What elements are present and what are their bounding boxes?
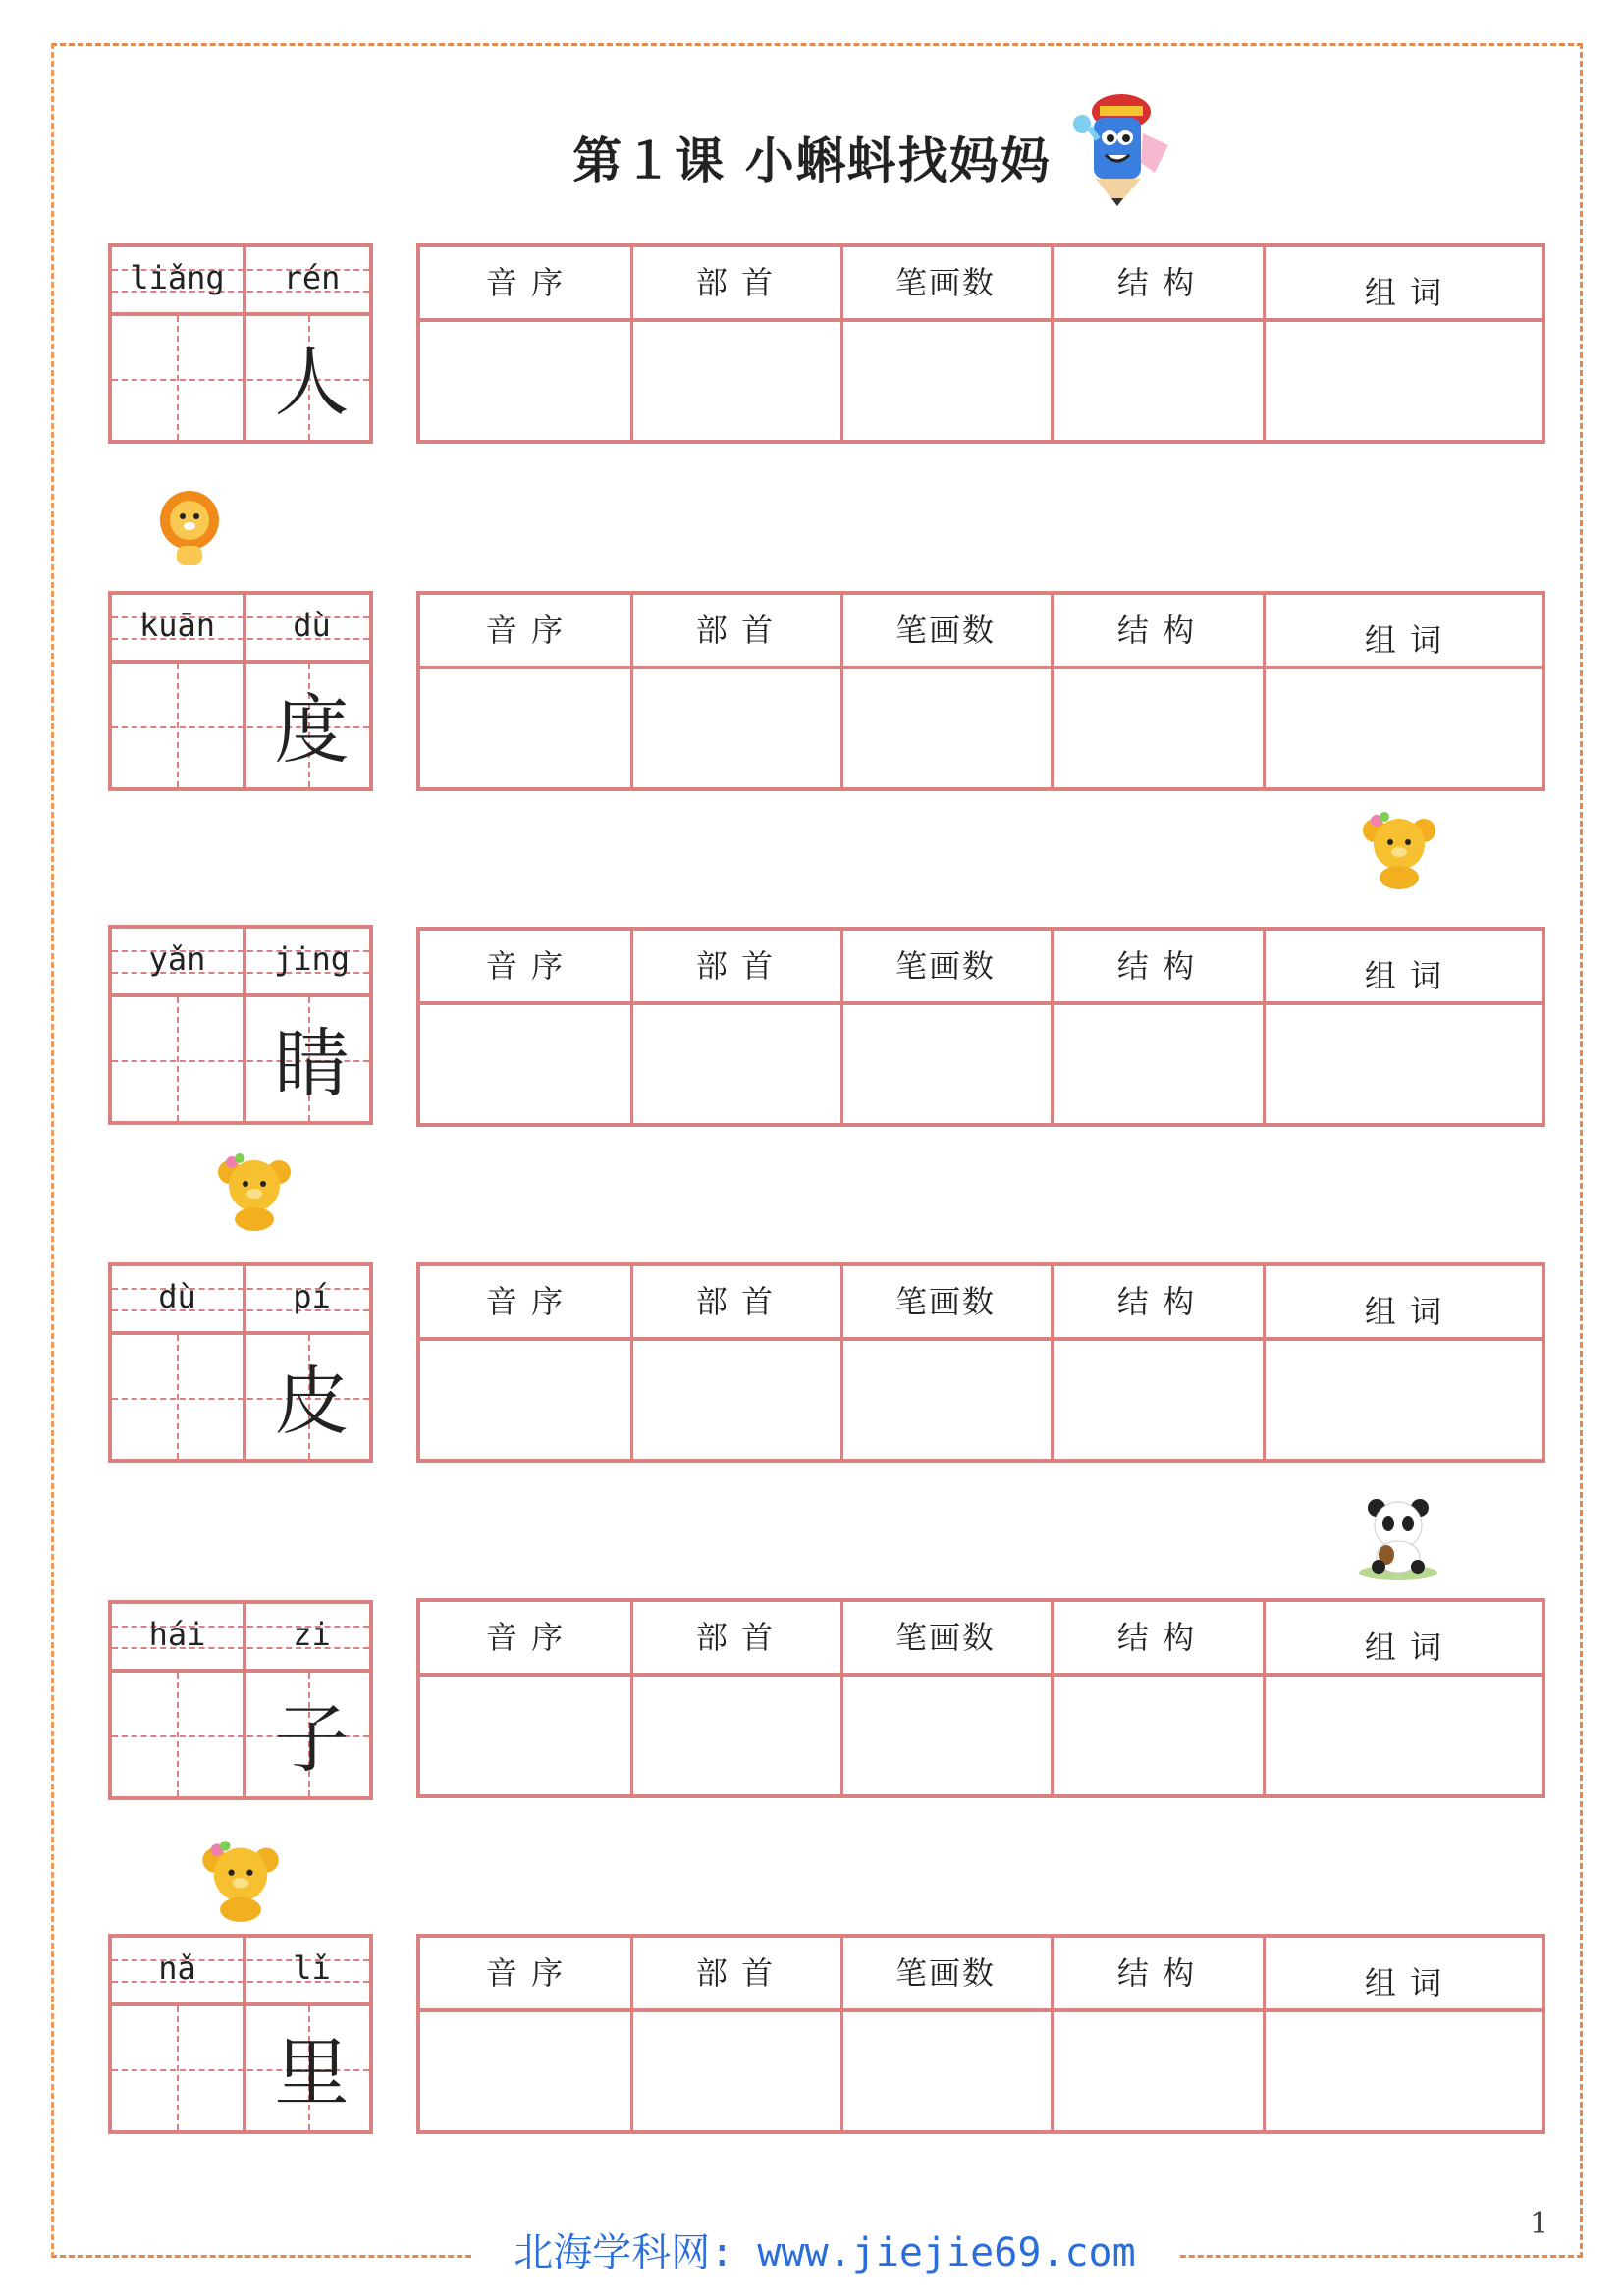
- header-zuci: 组 词: [1364, 1293, 1444, 1330]
- header-bushou: 部 首: [695, 264, 776, 301]
- pinyin-first: dù: [158, 1278, 196, 1315]
- header-yinxu: 音 序: [485, 1954, 566, 1992]
- lion-icon: [155, 487, 224, 569]
- hanzi-character: 皮: [274, 1358, 350, 1445]
- pinyin-second: dù: [293, 607, 331, 644]
- hanzi-character: 子: [274, 1695, 350, 1783]
- header-zuci: 组 词: [1364, 1629, 1444, 1666]
- pinyin-first: hái: [148, 1616, 206, 1653]
- bear-icon: [1357, 807, 1441, 891]
- header-bihuashu: 笔画数: [894, 1619, 996, 1656]
- character-box: [108, 1600, 373, 1800]
- header-yinxu: 音 序: [485, 1283, 566, 1320]
- character-info-table: [416, 591, 1545, 791]
- character-box: [108, 1934, 373, 2134]
- pinyin-first: kuān: [138, 607, 216, 644]
- character-info-table: [416, 1934, 1545, 2134]
- header-jiegou: 结 构: [1116, 612, 1197, 649]
- header-bushou: 部 首: [695, 1619, 776, 1656]
- header-zuci: 组 词: [1364, 621, 1444, 659]
- character-info-table: [416, 1262, 1545, 1463]
- hanzi-character: 度: [274, 686, 350, 774]
- header-bihuashu: 笔画数: [894, 1283, 996, 1320]
- header-bihuashu: 笔画数: [894, 1954, 996, 1992]
- header-bushou: 部 首: [695, 1954, 776, 1992]
- pinyin-second: rén: [283, 259, 341, 296]
- pinyin-first: liǎng: [130, 259, 225, 296]
- header-bushou: 部 首: [695, 1283, 776, 1320]
- hanzi-character: 里: [274, 2029, 350, 2116]
- character-box: [108, 1262, 373, 1463]
- header-yinxu: 音 序: [485, 1619, 566, 1656]
- pencil-mascot-icon: [1060, 84, 1178, 212]
- header-yinxu: 音 序: [485, 612, 566, 649]
- bear-icon: [212, 1148, 297, 1233]
- character-box: [108, 243, 373, 444]
- header-jiegou: 结 构: [1116, 1283, 1197, 1320]
- header-bihuashu: 笔画数: [894, 612, 996, 649]
- header-jiegou: 结 构: [1116, 264, 1197, 301]
- pinyin-second: pí: [293, 1278, 331, 1315]
- page-title: 第１课 小蝌蚪找妈妈: [572, 133, 1052, 189]
- bear-icon: [196, 1836, 285, 1924]
- character-info-table: [416, 1598, 1545, 1798]
- character-info-table: [416, 243, 1545, 444]
- pinyin-first: nǎ: [158, 1949, 196, 1987]
- character-info-table: [416, 927, 1545, 1127]
- header-zuci: 组 词: [1364, 274, 1444, 311]
- pinyin-second: lǐ: [293, 1949, 331, 1987]
- header-jiegou: 结 构: [1116, 1954, 1197, 1992]
- pinyin-second: jing: [273, 940, 351, 978]
- character-box: [108, 925, 373, 1125]
- header-yinxu: 音 序: [485, 947, 566, 985]
- header-yinxu: 音 序: [485, 264, 566, 301]
- header-bihuashu: 笔画数: [894, 947, 996, 985]
- pinyin-second: zi: [293, 1616, 331, 1653]
- pinyin-first: yǎn: [148, 940, 206, 978]
- header-jiegou: 结 构: [1116, 947, 1197, 985]
- hanzi-character: 人: [274, 339, 350, 426]
- page-number: 1: [1530, 2207, 1549, 2241]
- panda-icon: [1355, 1494, 1441, 1582]
- header-bihuashu: 笔画数: [894, 264, 996, 301]
- header-jiegou: 结 构: [1116, 1619, 1197, 1656]
- footer-website: 北海学科网: www.jiejie69.com: [471, 2228, 1178, 2277]
- character-box: [108, 591, 373, 791]
- header-zuci: 组 词: [1364, 957, 1444, 994]
- header-bushou: 部 首: [695, 612, 776, 649]
- hanzi-character: 睛: [274, 1020, 350, 1107]
- header-bushou: 部 首: [695, 947, 776, 985]
- header-zuci: 组 词: [1364, 1964, 1444, 2002]
